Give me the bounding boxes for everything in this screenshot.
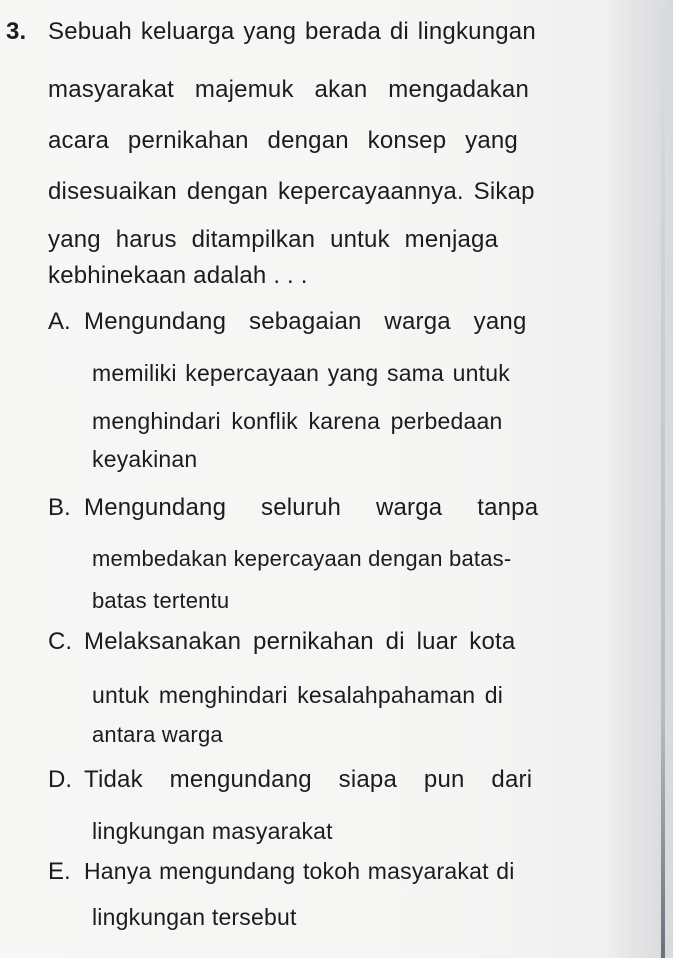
question-number: 3.	[6, 18, 27, 45]
option-e-line-1: Hanya mengundang tokoh masyarakat di	[84, 858, 515, 884]
question-line-3: acara pernikahan dengan konsep yang	[48, 127, 518, 154]
option-c-line-2: untuk menghindari kesalahpahaman di	[92, 682, 504, 708]
option-b-letter: B.	[48, 494, 71, 521]
option-c-letter: C.	[48, 628, 72, 655]
option-d-letter: D.	[48, 766, 72, 793]
question-line-1: Sebuah keluarga yang berada di lingkungan	[48, 18, 536, 45]
page-edge-shadow	[603, 0, 673, 958]
question-line-6: kebhinekaan adalah . . .	[48, 262, 308, 289]
option-c-line-1: Melaksanakan pernikahan di luar kota	[84, 628, 516, 655]
option-e-line-2: lingkungan tersebut	[92, 904, 297, 930]
option-b-line-1: Mengundang seluruh warga tanpa	[84, 494, 539, 521]
option-d-line-1: Tidak mengundang siapa pun dari	[84, 766, 533, 793]
option-d-line-2: lingkungan masyarakat	[92, 818, 333, 844]
option-a-line-1: Mengundang sebagaian warga yang	[84, 308, 527, 335]
page-edge-line	[661, 0, 665, 958]
option-a-letter: A.	[48, 308, 71, 335]
question-line-4: disesuaikan dengan kepercayaannya. Sikap	[48, 178, 535, 205]
option-e-letter: E.	[48, 858, 71, 885]
question-line-5: yang harus ditampilkan untuk menjaga	[48, 226, 499, 253]
option-a-line-3: menghindari konflik karena perbedaan	[92, 408, 503, 434]
option-c-line-3: antara warga	[92, 722, 223, 747]
option-a-line-2: memiliki kepercayaan yang sama untuk	[92, 360, 510, 386]
option-b-line-3: batas tertentu	[92, 588, 230, 613]
option-a-line-4: keyakinan	[92, 446, 198, 472]
option-b-line-2: membedakan kepercayaan dengan batas-	[92, 546, 512, 571]
question-line-2: masyarakat majemuk akan mengadakan	[48, 76, 530, 103]
